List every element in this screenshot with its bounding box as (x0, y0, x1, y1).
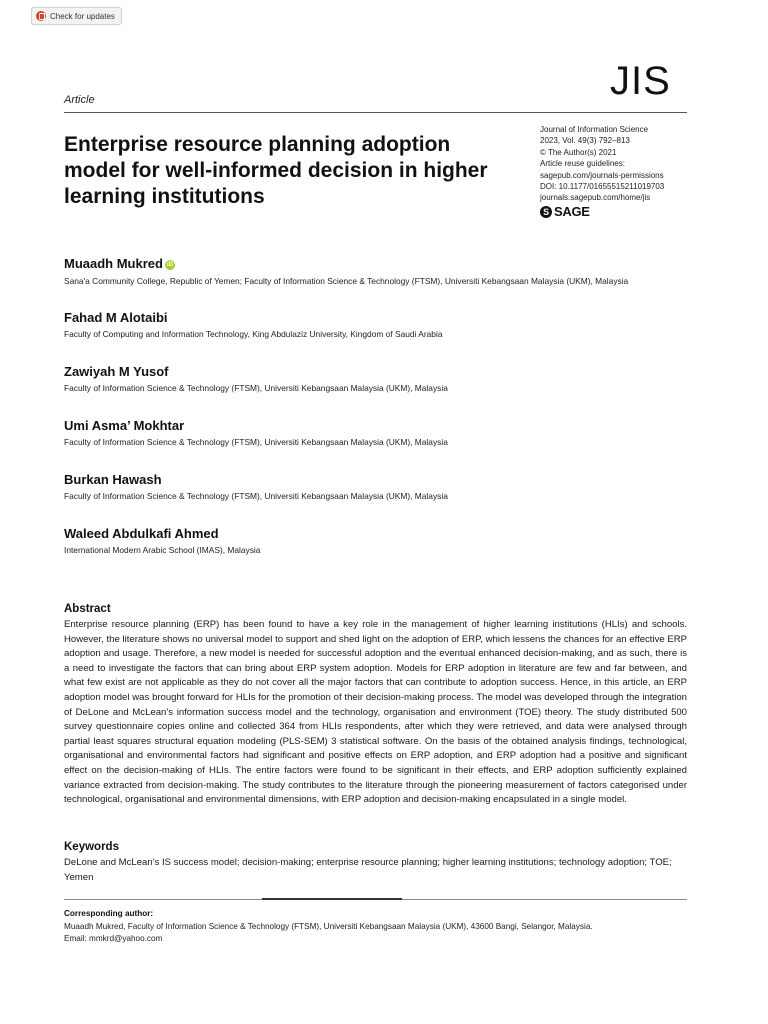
permissions-link[interactable]: sagepub.com/journals-permissions (540, 170, 664, 180)
author-name-text: Muaadh Mukred (64, 256, 163, 271)
journal-logo: JIS (610, 59, 671, 103)
doi-link[interactable]: DOI: 10.1177/01655515211019703 (540, 182, 665, 192)
journal-volume: 2023, Vol. 49(3) 792–813 (540, 136, 630, 146)
keywords-heading: Keywords (64, 841, 119, 853)
author-affiliation: Faculty of Computing and Information Technology, King Abdulaziz University, Kingdom of Saudi Arabia (64, 329, 443, 339)
paper-title: Enterprise resource planning adoption model for well-informed decision in higher learning institutions (64, 133, 488, 208)
author-name: Zawiyah M Yusof (64, 364, 169, 379)
author-name: Umi Asma’ Mokhtar (64, 418, 185, 433)
journal-name: Journal of Information Science (540, 125, 649, 134)
copyright-line: © The Author(s) 2021 (540, 147, 617, 157)
abstract-text: Enterprise resource planning (ERP) has been found to have a key role in the management of higher learning institutions (HLIs) and schools. However, the literature shows no universal model to support and shed light on the adoption of ERP, which lessens the chances for an effective ERP adoption and usage. Therefore, a new model is needed for successful adoption and the eventual enhanced decision-making, and as such, there is a need to investigate the factors that can bring about ERP system adoption. Models for ERP adoption in literature are few and far between, and what few exist are not applicable as they do not cover all the major factors that can contribute to adoption success. Hence, in this article, an ERP adoption model was brought forward for HLIs for the promotion of their decision-making process. The model was developed through the integration of DeLone and McLean’s information success model and the technology, organisation and environment (TOE) theory. The study distributed 500 survey questionnaire copies online and collected 364 from HLIs respondents, after which they were retrieved, and data were analysed through partial least squares structural equation modeling (PLS-SEM) 3 statistical software. On the basis of the obtained analysis findings, technological, organisational and environmental factors had significant and positive effects on ERP adoption, and ERP adoption had a positive and significant effect on the decision-making of HLIs. The entire factors were found to be significant in their effects, and ERP adoption sufficiently explained variance extracted from decision-making. The study contributes to the literature through the pioneering measurement of factors categorised under technological, organisational and environmental dimensions, with ERP adoption and decision-making encapsulated in a single model. (64, 619, 687, 806)
bookmark-icon (36, 11, 46, 21)
check-for-updates-button[interactable] (31, 7, 122, 25)
author-affiliation: Faculty of Information Science & Technology (FTSM), Universiti Kebangsaan Malaysia (UKM), Malaysia (64, 437, 448, 447)
author-affiliation: Faculty of Information Science & Technology (FTSM), Universiti Kebangsaan Malaysia (UKM), Malaysia (64, 491, 448, 501)
abstract-heading: Abstract (64, 603, 111, 615)
footer-divider-accent (262, 898, 402, 900)
corresponding-author-address: Muaadh Mukred, Faculty of Information Science & Technology (FTSM), Universiti Kebangsaan Malaysia (UKM), 43600 Bangi, Selangor, Malaysia. (64, 922, 593, 931)
author-affiliation: Faculty of Information Science & Technology (FTSM), Universiti Kebangsaan Malaysia (UKM), Malaysia (64, 383, 448, 393)
publisher-name: SAGE (554, 204, 590, 220)
author-name: Waleed Abdulkafi Ahmed (64, 526, 219, 541)
author-name: Fahad M Alotaibi (64, 310, 168, 325)
journal-home-link[interactable]: journals.sagepub.com/home/jis (540, 193, 651, 203)
sage-icon: S (540, 206, 552, 218)
check-for-updates-label: Check for updates (50, 11, 115, 21)
journal-meta (540, 124, 700, 218)
reuse-guidelines-label: Article reuse guidelines: (540, 159, 625, 169)
author-name (64, 256, 175, 271)
header-divider (64, 112, 687, 113)
corresponding-author-email[interactable]: Email: mmkrd@yahoo.com (64, 934, 163, 943)
author-affiliation: International Modern Arabic School (IMAS), Malaysia (64, 545, 261, 555)
article-type-label: Article (64, 94, 95, 106)
keywords-text: DeLone and McLean’s IS success model; decision-making; enterprise resource planning; higher learning institutions; technology adoption; TOE; Yemen (64, 857, 672, 883)
author-affiliation: Sana'a Community College, Republic of Yemen; Faculty of Information Science & Technology (FTSM), Universiti Kebangsaan Malaysia (UKM), Malaysia (64, 276, 629, 286)
publisher-logo (540, 206, 700, 218)
author-name: Burkan Hawash (64, 472, 162, 487)
corresponding-author-heading: Corresponding author: (64, 909, 154, 918)
orcid-icon[interactable]: iD (166, 261, 173, 268)
